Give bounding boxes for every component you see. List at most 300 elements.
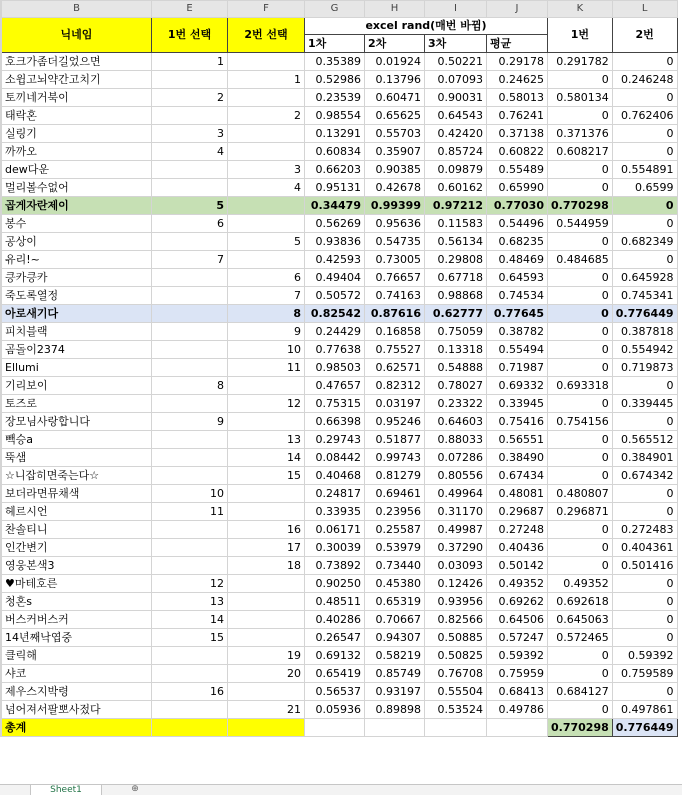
round1-cell[interactable]: 0.24429: [305, 323, 365, 341]
nickname-cell[interactable]: 뚝샘: [2, 449, 152, 467]
choice1-cell[interactable]: [152, 305, 228, 323]
nickname-cell[interactable]: 버스커버스커: [2, 611, 152, 629]
round3-cell[interactable]: 0.29808: [425, 251, 487, 269]
round2-cell[interactable]: 0.95246: [365, 413, 425, 431]
k-cell[interactable]: 0.645063: [548, 611, 613, 629]
choice1-cell[interactable]: [152, 701, 228, 719]
choice1-cell[interactable]: [152, 107, 228, 125]
k-cell[interactable]: 0.692618: [548, 593, 613, 611]
choice2-cell[interactable]: [228, 593, 305, 611]
round1-cell[interactable]: 0.33935: [305, 503, 365, 521]
choice2-cell[interactable]: [228, 251, 305, 269]
average-cell[interactable]: 0.27248: [487, 521, 548, 539]
l-cell[interactable]: 0.565512: [612, 431, 677, 449]
nickname-cell[interactable]: 죽도록열정: [2, 287, 152, 305]
average-cell[interactable]: 0.40436: [487, 539, 548, 557]
average-cell[interactable]: 0.75959: [487, 665, 548, 683]
choice1-header[interactable]: 1번 선택: [152, 18, 228, 53]
round2-cell[interactable]: 0.65625: [365, 107, 425, 125]
round3-cell[interactable]: 0.54888: [425, 359, 487, 377]
nickname-cell[interactable]: 보더라면뮤채색: [2, 485, 152, 503]
nickname-cell[interactable]: 킁카킁카: [2, 269, 152, 287]
l-cell[interactable]: 0.272483: [612, 521, 677, 539]
round2-cell[interactable]: 0.82312: [365, 377, 425, 395]
choice1-cell[interactable]: [152, 71, 228, 89]
nickname-cell[interactable]: 유리!~: [2, 251, 152, 269]
k-cell[interactable]: 0.296871: [548, 503, 613, 521]
round1-cell[interactable]: 0.69132: [305, 647, 365, 665]
average-cell[interactable]: 0.49786: [487, 701, 548, 719]
nickname-cell[interactable]: 클릭해: [2, 647, 152, 665]
l-cell[interactable]: 0: [612, 53, 677, 71]
choice1-cell[interactable]: [152, 233, 228, 251]
nickname-cell[interactable]: 청혼s: [2, 593, 152, 611]
k-cell[interactable]: 0.693318: [548, 377, 613, 395]
round3-cell[interactable]: 0.67718: [425, 269, 487, 287]
choice2-cell[interactable]: [228, 485, 305, 503]
round3-cell[interactable]: 0.64543: [425, 107, 487, 125]
choice1-cell[interactable]: [152, 665, 228, 683]
round3-header[interactable]: 3차: [425, 35, 487, 53]
choice1-cell[interactable]: 4: [152, 143, 228, 161]
l-cell[interactable]: 0: [612, 485, 677, 503]
nickname-header[interactable]: 닉네임: [2, 18, 152, 53]
choice2-cell[interactable]: 17: [228, 539, 305, 557]
total-empty-cell[interactable]: [228, 719, 305, 737]
l-cell[interactable]: 0.554942: [612, 341, 677, 359]
l-cell[interactable]: 0.497861: [612, 701, 677, 719]
choice2-cell[interactable]: 6: [228, 269, 305, 287]
nickname-cell[interactable]: 곰돌이2374: [2, 341, 152, 359]
choice2-cell[interactable]: 19: [228, 647, 305, 665]
l-cell[interactable]: 0.682349: [612, 233, 677, 251]
choice2-header[interactable]: 2번 선택: [228, 18, 305, 53]
round2-cell[interactable]: 0.60471: [365, 89, 425, 107]
nickname-cell[interactable]: 피치블랙: [2, 323, 152, 341]
choice2-cell[interactable]: 13: [228, 431, 305, 449]
average-cell[interactable]: 0.69332: [487, 377, 548, 395]
l-cell[interactable]: 0: [612, 89, 677, 107]
round3-cell[interactable]: 0.49987: [425, 521, 487, 539]
l-cell[interactable]: 0: [612, 629, 677, 647]
k-cell[interactable]: 0.291782: [548, 53, 613, 71]
round2-cell[interactable]: 0.90385: [365, 161, 425, 179]
average-cell[interactable]: 0.68413: [487, 683, 548, 701]
nickname-cell[interactable]: ☆니잡히면죽는다☆: [2, 467, 152, 485]
round2-cell[interactable]: 0.73440: [365, 557, 425, 575]
choice1-cell[interactable]: [152, 395, 228, 413]
nickname-cell[interactable]: 14년째낙엽중: [2, 629, 152, 647]
l-cell[interactable]: 0: [612, 683, 677, 701]
k-cell[interactable]: 0.684127: [548, 683, 613, 701]
average-cell[interactable]: 0.37138: [487, 125, 548, 143]
round2-cell[interactable]: 0.55703: [365, 125, 425, 143]
round3-cell[interactable]: 0.90031: [425, 89, 487, 107]
choice1-cell[interactable]: [152, 269, 228, 287]
round3-cell[interactable]: 0.76708: [425, 665, 487, 683]
l-cell[interactable]: 0.6599: [612, 179, 677, 197]
nickname-cell[interactable]: 기리보이: [2, 377, 152, 395]
round2-cell[interactable]: 0.73005: [365, 251, 425, 269]
column-header-e[interactable]: E: [152, 1, 228, 18]
nickname-cell[interactable]: 토즈로: [2, 395, 152, 413]
round2-cell[interactable]: 0.81279: [365, 467, 425, 485]
empty-cell[interactable]: [425, 719, 487, 737]
round3-cell[interactable]: 0.12426: [425, 575, 487, 593]
round2-cell[interactable]: 0.94307: [365, 629, 425, 647]
k-cell[interactable]: 0: [548, 557, 613, 575]
average-cell[interactable]: 0.29687: [487, 503, 548, 521]
k-cell[interactable]: 0: [548, 179, 613, 197]
l-cell[interactable]: 0: [612, 503, 677, 521]
choice1-cell[interactable]: 6: [152, 215, 228, 233]
average-cell[interactable]: 0.69262: [487, 593, 548, 611]
round3-cell[interactable]: 0.85724: [425, 143, 487, 161]
choice2-cell[interactable]: 3: [228, 161, 305, 179]
nickname-cell[interactable]: 호크가좀더길었으면: [2, 53, 152, 71]
round3-cell[interactable]: 0.50885: [425, 629, 487, 647]
l-cell[interactable]: 0: [612, 125, 677, 143]
nickname-cell[interactable]: dew다운: [2, 161, 152, 179]
choice1-cell[interactable]: 7: [152, 251, 228, 269]
round2-cell[interactable]: 0.13796: [365, 71, 425, 89]
round1-cell[interactable]: 0.66398: [305, 413, 365, 431]
l-cell[interactable]: 0.745341: [612, 287, 677, 305]
choice2-cell[interactable]: 9: [228, 323, 305, 341]
round3-cell[interactable]: 0.78027: [425, 377, 487, 395]
l-cell[interactable]: 0.554891: [612, 161, 677, 179]
round1-header[interactable]: 1차: [305, 35, 365, 53]
round1-cell[interactable]: 0.29743: [305, 431, 365, 449]
column-header-l[interactable]: L: [612, 1, 677, 18]
round1-cell[interactable]: 0.56269: [305, 215, 365, 233]
round3-cell[interactable]: 0.13318: [425, 341, 487, 359]
choice2-cell[interactable]: 4: [228, 179, 305, 197]
round1-cell[interactable]: 0.90250: [305, 575, 365, 593]
excel-rand-header[interactable]: excel rand(매번 바뀜): [305, 18, 548, 35]
round2-cell[interactable]: 0.99743: [365, 449, 425, 467]
choice1-cell[interactable]: [152, 431, 228, 449]
round3-cell[interactable]: 0.07093: [425, 71, 487, 89]
average-cell[interactable]: 0.48469: [487, 251, 548, 269]
round2-cell[interactable]: 0.42678: [365, 179, 425, 197]
round2-cell[interactable]: 0.74163: [365, 287, 425, 305]
average-cell[interactable]: 0.71987: [487, 359, 548, 377]
round2-cell[interactable]: 0.76657: [365, 269, 425, 287]
round1-cell[interactable]: 0.49404: [305, 269, 365, 287]
choice2-cell[interactable]: [228, 53, 305, 71]
column-header-b[interactable]: B: [2, 1, 152, 18]
average-cell[interactable]: 0.64593: [487, 269, 548, 287]
round1-cell[interactable]: 0.30039: [305, 539, 365, 557]
round2-cell[interactable]: 0.70667: [365, 611, 425, 629]
column-header-j[interactable]: J: [487, 1, 548, 18]
total-empty-cell[interactable]: [152, 719, 228, 737]
round1-cell[interactable]: 0.60834: [305, 143, 365, 161]
round2-cell[interactable]: 0.03197: [365, 395, 425, 413]
total-l-cell[interactable]: 0.776449: [612, 719, 677, 737]
round1-cell[interactable]: 0.98503: [305, 359, 365, 377]
l-cell[interactable]: 0: [612, 413, 677, 431]
round3-cell[interactable]: 0.49964: [425, 485, 487, 503]
choice2-cell[interactable]: 15: [228, 467, 305, 485]
choice1-cell[interactable]: 15: [152, 629, 228, 647]
round1-cell[interactable]: 0.95131: [305, 179, 365, 197]
average-cell[interactable]: 0.50142: [487, 557, 548, 575]
choice1-cell[interactable]: 9: [152, 413, 228, 431]
l-cell[interactable]: 0: [612, 575, 677, 593]
l-cell[interactable]: 0.246248: [612, 71, 677, 89]
nickname-cell[interactable]: ♥마테호른: [2, 575, 152, 593]
round1-cell[interactable]: 0.82542: [305, 305, 365, 323]
nickname-cell[interactable]: 영웅본색3: [2, 557, 152, 575]
choice2-cell[interactable]: [228, 611, 305, 629]
round1-cell[interactable]: 0.75315: [305, 395, 365, 413]
choice2-cell[interactable]: [228, 629, 305, 647]
average-cell[interactable]: 0.74534: [487, 287, 548, 305]
choice1-cell[interactable]: 14: [152, 611, 228, 629]
round3-cell[interactable]: 0.23322: [425, 395, 487, 413]
k-cell[interactable]: 0: [548, 233, 613, 251]
round2-cell[interactable]: 0.89898: [365, 701, 425, 719]
choice2-cell[interactable]: 14: [228, 449, 305, 467]
k-cell[interactable]: 0: [548, 647, 613, 665]
k-cell[interactable]: 0: [548, 71, 613, 89]
average-cell[interactable]: 0.38490: [487, 449, 548, 467]
average-cell[interactable]: 0.75416: [487, 413, 548, 431]
round2-cell[interactable]: 0.85749: [365, 665, 425, 683]
average-cell[interactable]: 0.60822: [487, 143, 548, 161]
round1-cell[interactable]: 0.77638: [305, 341, 365, 359]
nickname-cell[interactable]: 넘어져서팔뽀사젔다: [2, 701, 152, 719]
k-cell[interactable]: 0: [548, 341, 613, 359]
round1-cell[interactable]: 0.65419: [305, 665, 365, 683]
choice2-cell[interactable]: [228, 683, 305, 701]
choice1-cell[interactable]: 1: [152, 53, 228, 71]
round3-cell[interactable]: 0.50221: [425, 53, 487, 71]
k-cell[interactable]: 0: [548, 539, 613, 557]
round1-cell[interactable]: 0.05936: [305, 701, 365, 719]
average-cell[interactable]: 0.64506: [487, 611, 548, 629]
average-cell[interactable]: 0.33945: [487, 395, 548, 413]
round2-cell[interactable]: 0.16858: [365, 323, 425, 341]
choice2-cell[interactable]: [228, 503, 305, 521]
round3-cell[interactable]: 0.62777: [425, 305, 487, 323]
k-cell[interactable]: 0.754156: [548, 413, 613, 431]
nickname-cell[interactable]: 소윕고뇌약간고치기: [2, 71, 152, 89]
average-cell[interactable]: 0.67434: [487, 467, 548, 485]
round2-cell[interactable]: 0.23956: [365, 503, 425, 521]
choice1-cell[interactable]: [152, 287, 228, 305]
round3-cell[interactable]: 0.98868: [425, 287, 487, 305]
sheet-tab[interactable]: Sheet1: [30, 785, 102, 795]
average-cell[interactable]: 0.54496: [487, 215, 548, 233]
round2-cell[interactable]: 0.69461: [365, 485, 425, 503]
choice2-cell[interactable]: [228, 125, 305, 143]
average-cell[interactable]: 0.38782: [487, 323, 548, 341]
choice1-cell[interactable]: 5: [152, 197, 228, 215]
average-cell[interactable]: 0.24625: [487, 71, 548, 89]
k-cell[interactable]: 0: [548, 305, 613, 323]
round3-cell[interactable]: 0.07286: [425, 449, 487, 467]
nickname-cell[interactable]: 공상이: [2, 233, 152, 251]
choice1-cell[interactable]: [152, 323, 228, 341]
column-header-g[interactable]: G: [305, 1, 365, 18]
nickname-cell[interactable]: 제우스지박령: [2, 683, 152, 701]
choice2-cell[interactable]: 16: [228, 521, 305, 539]
round2-cell[interactable]: 0.87616: [365, 305, 425, 323]
choice2-cell[interactable]: [228, 413, 305, 431]
total-label[interactable]: 총계: [2, 719, 152, 737]
choice1-cell[interactable]: 10: [152, 485, 228, 503]
round1-cell[interactable]: 0.47657: [305, 377, 365, 395]
choice1-cell[interactable]: [152, 359, 228, 377]
round2-cell[interactable]: 0.62571: [365, 359, 425, 377]
round2-cell[interactable]: 0.25587: [365, 521, 425, 539]
k-cell[interactable]: 0: [548, 287, 613, 305]
k-cell[interactable]: 0.580134: [548, 89, 613, 107]
nickname-cell[interactable]: 태락혼: [2, 107, 152, 125]
nickname-cell[interactable]: 곱게자란제이: [2, 197, 152, 215]
round3-cell[interactable]: 0.37290: [425, 539, 487, 557]
l-cell[interactable]: 0: [612, 593, 677, 611]
round2-cell[interactable]: 0.99399: [365, 197, 425, 215]
round2-cell[interactable]: 0.45380: [365, 575, 425, 593]
round1-cell[interactable]: 0.66203: [305, 161, 365, 179]
nickname-cell[interactable]: 봉수: [2, 215, 152, 233]
total-k-cell[interactable]: 0.770298: [548, 719, 613, 737]
average-cell[interactable]: 0.29178: [487, 53, 548, 71]
l-cell[interactable]: 0.404361: [612, 539, 677, 557]
round3-cell[interactable]: 0.75059: [425, 323, 487, 341]
choice1-cell[interactable]: 16: [152, 683, 228, 701]
round1-cell[interactable]: 0.73892: [305, 557, 365, 575]
k-cell[interactable]: 0: [548, 107, 613, 125]
nickname-cell[interactable]: 까까오: [2, 143, 152, 161]
round2-cell[interactable]: 0.93197: [365, 683, 425, 701]
choice2-cell[interactable]: 7: [228, 287, 305, 305]
nickname-cell[interactable]: 찬솔티니: [2, 521, 152, 539]
round3-cell[interactable]: 0.50825: [425, 647, 487, 665]
round2-cell[interactable]: 0.58219: [365, 647, 425, 665]
choice1-cell[interactable]: [152, 179, 228, 197]
k-cell[interactable]: 0.480807: [548, 485, 613, 503]
choice2-cell[interactable]: 8: [228, 305, 305, 323]
round1-cell[interactable]: 0.93836: [305, 233, 365, 251]
l-cell[interactable]: 0: [612, 197, 677, 215]
round3-cell[interactable]: 0.88033: [425, 431, 487, 449]
l-cell[interactable]: 0.384901: [612, 449, 677, 467]
l-cell[interactable]: 0: [612, 377, 677, 395]
column-header-h[interactable]: H: [365, 1, 425, 18]
round3-cell[interactable]: 0.53524: [425, 701, 487, 719]
l-cell[interactable]: 0.501416: [612, 557, 677, 575]
choice1-cell[interactable]: 2: [152, 89, 228, 107]
l-cell[interactable]: 0: [612, 251, 677, 269]
k-cell[interactable]: 0: [548, 665, 613, 683]
average-cell[interactable]: 0.68235: [487, 233, 548, 251]
round1-cell[interactable]: 0.52986: [305, 71, 365, 89]
choice2-cell[interactable]: 2: [228, 107, 305, 125]
k-cell[interactable]: 0.371376: [548, 125, 613, 143]
choice2-cell[interactable]: 21: [228, 701, 305, 719]
choice2-cell[interactable]: 12: [228, 395, 305, 413]
choice1-cell[interactable]: [152, 647, 228, 665]
add-sheet-icon[interactable]: ⊕: [131, 784, 139, 794]
l-cell[interactable]: 0: [612, 611, 677, 629]
average-cell[interactable]: 0.48081: [487, 485, 548, 503]
k-cell[interactable]: 0.544959: [548, 215, 613, 233]
k-cell[interactable]: 0: [548, 701, 613, 719]
average-cell[interactable]: 0.76241: [487, 107, 548, 125]
round3-cell[interactable]: 0.60162: [425, 179, 487, 197]
average-header[interactable]: 평균: [487, 35, 548, 53]
nickname-cell[interactable]: 샤코: [2, 665, 152, 683]
l-cell[interactable]: 0.339445: [612, 395, 677, 413]
round1-cell[interactable]: 0.23539: [305, 89, 365, 107]
round1-cell[interactable]: 0.98554: [305, 107, 365, 125]
average-cell[interactable]: 0.77645: [487, 305, 548, 323]
k-cell[interactable]: 0: [548, 323, 613, 341]
round1-cell[interactable]: 0.13291: [305, 125, 365, 143]
round3-cell[interactable]: 0.64603: [425, 413, 487, 431]
nickname-cell[interactable]: Ellumi: [2, 359, 152, 377]
choice1-cell[interactable]: [152, 449, 228, 467]
round1-cell[interactable]: 0.34479: [305, 197, 365, 215]
round2-cell[interactable]: 0.54735: [365, 233, 425, 251]
round1-cell[interactable]: 0.42593: [305, 251, 365, 269]
k-cell[interactable]: 0.484685: [548, 251, 613, 269]
l-cell[interactable]: 0.719873: [612, 359, 677, 377]
average-cell[interactable]: 0.59392: [487, 647, 548, 665]
empty-cell[interactable]: [487, 719, 548, 737]
nickname-cell[interactable]: 헤르시언: [2, 503, 152, 521]
choice1-cell[interactable]: [152, 161, 228, 179]
k-cell[interactable]: 0: [548, 467, 613, 485]
choice2-cell[interactable]: [228, 377, 305, 395]
choice2-cell[interactable]: 20: [228, 665, 305, 683]
l-cell[interactable]: 0.674342: [612, 467, 677, 485]
round3-cell[interactable]: 0.11583: [425, 215, 487, 233]
choice2-cell[interactable]: 10: [228, 341, 305, 359]
round3-cell[interactable]: 0.42420: [425, 125, 487, 143]
empty-cell[interactable]: [365, 719, 425, 737]
nickname-cell[interactable]: 토끼네거북이: [2, 89, 152, 107]
round1-cell[interactable]: 0.48511: [305, 593, 365, 611]
l-cell[interactable]: 0.759589: [612, 665, 677, 683]
choice1-cell[interactable]: 13: [152, 593, 228, 611]
l-cell[interactable]: 0.645928: [612, 269, 677, 287]
nickname-cell[interactable]: 아로새기다: [2, 305, 152, 323]
round2-header[interactable]: 2차: [365, 35, 425, 53]
k-cell[interactable]: 0.572465: [548, 629, 613, 647]
choice2-cell[interactable]: 5: [228, 233, 305, 251]
round1-cell[interactable]: 0.40468: [305, 467, 365, 485]
average-cell[interactable]: 0.58013: [487, 89, 548, 107]
round3-cell[interactable]: 0.80556: [425, 467, 487, 485]
round1-cell[interactable]: 0.06171: [305, 521, 365, 539]
k-cell[interactable]: 0: [548, 449, 613, 467]
choice2-cell[interactable]: [228, 143, 305, 161]
round3-cell[interactable]: 0.97212: [425, 197, 487, 215]
choice2-cell[interactable]: 1: [228, 71, 305, 89]
choice1-cell[interactable]: [152, 521, 228, 539]
choice2-cell[interactable]: [228, 197, 305, 215]
round1-cell[interactable]: 0.50572: [305, 287, 365, 305]
column-header-i[interactable]: I: [425, 1, 487, 18]
k-cell[interactable]: 0.608217: [548, 143, 613, 161]
round2-cell[interactable]: 0.53979: [365, 539, 425, 557]
